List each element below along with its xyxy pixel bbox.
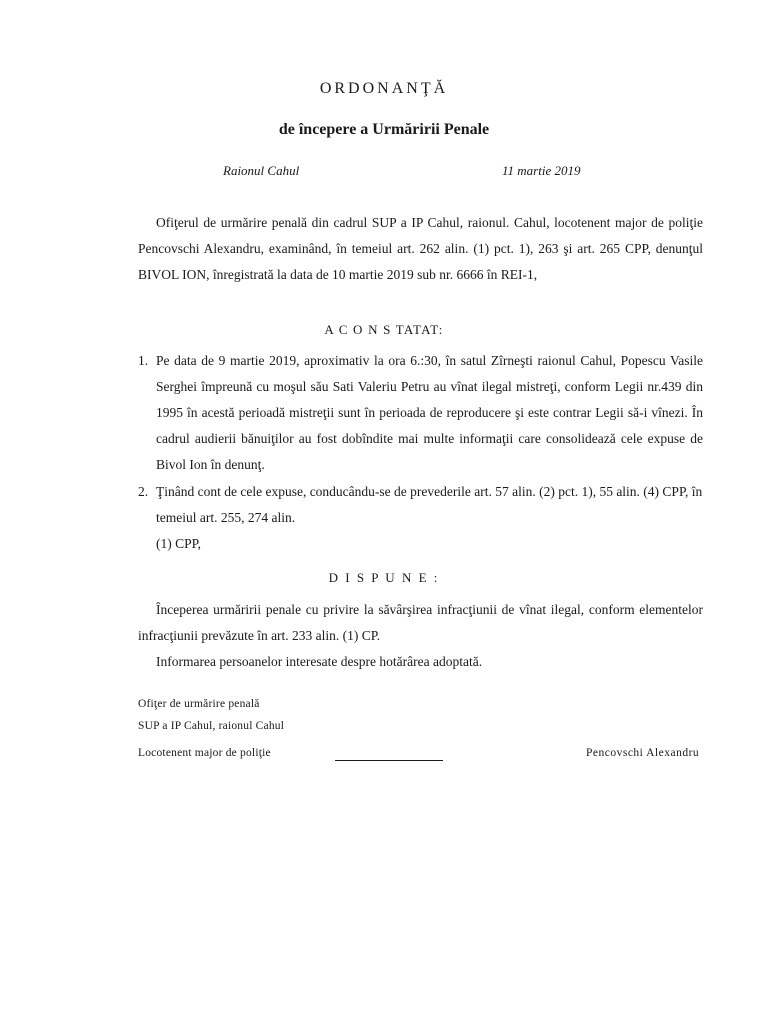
dispune-heading: D I S P U N E : xyxy=(328,570,440,585)
document-subtitle: de începere a Urmăririi Penale xyxy=(278,121,490,138)
signature-line xyxy=(335,760,443,761)
constatat-list-continued xyxy=(138,479,703,557)
document-date: 11 martie 2019 xyxy=(502,163,581,178)
dispozitiv-paragraph: Informarea persoanelor interesate despre hotărârea adoptată. xyxy=(156,654,483,669)
signature-title: Ofiţer de urmărire penală xyxy=(138,698,260,710)
list-item-number: 1. xyxy=(138,353,149,368)
list-item xyxy=(138,348,703,478)
list-item-text: Ţinând cont de cele expuse, conducându-se de prevederile art. 57 alin. (2) pct. 1), 55 alin. (4) CPP, în temeiul art. 255, 274 alin. xyxy=(156,484,703,525)
signature-unit: SUP a IP Cahul, raionul Cahul xyxy=(138,720,285,732)
signature-name: Pencovschi Alexandru xyxy=(586,747,700,759)
intro-paragraph: Ofiţerul de urmărire penală din cadrul SUP a IP Cahul, raionul. Cahul, locotenent major de poliţie Pencovschi Alexandru, examinând, în temeiul art. 262 alin. (1) pct. 1), 263 şi art. 265 CPP, denunţul BIVOL ION, înregistrată la data de 10 martie 2019 sub nr. 6666 în REI-1, xyxy=(138,215,703,282)
constatat-list xyxy=(138,348,703,478)
dispozitiv-paragraph: Începerea urmăririi penale cu privire la săvârşirea infracţiunii de vînat ilegal, conform elementelor infracţiunii prevăzute în art. 233 alin. (1) CP. xyxy=(138,602,703,643)
signature-rank: Locotenent major de poliţie xyxy=(138,747,271,759)
list-item-text: Pe data de 9 martie 2019, aproximativ la ora 6.:30, în satul Zîrneşti raionul Cahul, Popescu Vasile Serghei împreună cu moşul său Sati Valeriu Petru au vînat ilegal mistreţi, conform Legii nr.439 din 1995 în acestă perioadă mistreţii sunt în perioada de reproducere şi este contrar Legii să-i vînezi. În cadrul audierii bănuiţilor au fost dobîndite mai multe informaţii care consolidează cele expuse de Bivol Ion în denunţ. xyxy=(156,353,703,472)
list-item-continuation: (1) CPP, xyxy=(156,536,202,551)
document-title: ORDONANŢĂ xyxy=(319,80,449,97)
list-item xyxy=(138,479,703,557)
list-item-number: 2. xyxy=(138,484,149,499)
constatat-heading: A C O N S TATAT: xyxy=(324,322,444,337)
document-location: Raionul Cahul xyxy=(223,163,300,178)
